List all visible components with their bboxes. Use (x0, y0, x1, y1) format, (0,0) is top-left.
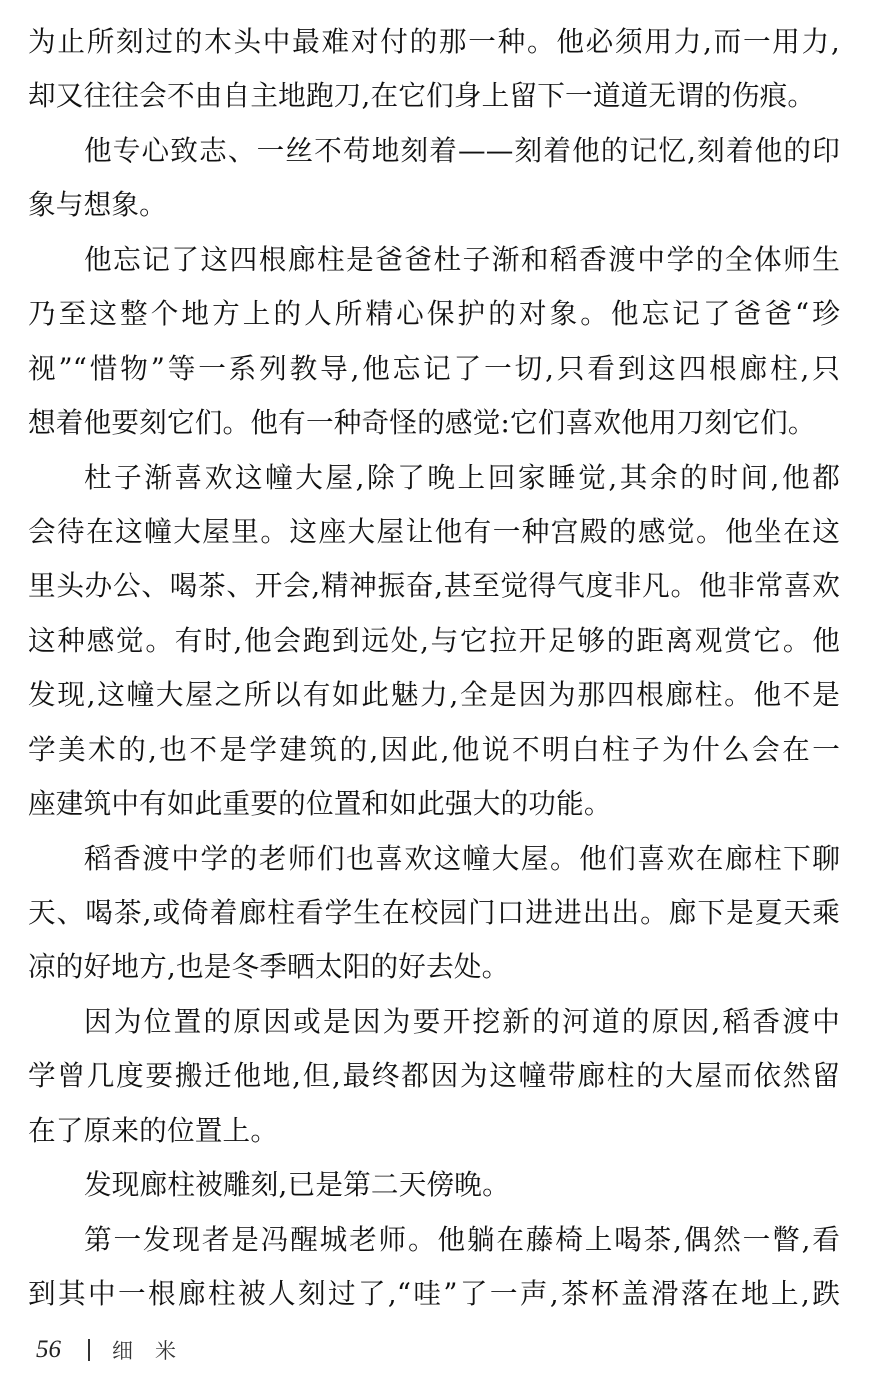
text-line: 他忘记了这四根廊柱是爸爸杜子渐和稻香渡中学的全体师生 (84, 242, 840, 276)
book-title: 细米 (112, 1339, 198, 1363)
text-line: 座建筑中有如此重要的位置和如此强大的功能。 (28, 787, 612, 821)
text-line: 学曾几度要搬迁他地,但,最终都因为这幢带廊柱的大屋而依然留 (28, 1059, 840, 1093)
text-line: 杜子渐喜欢这幢大屋,除了晚上回家睡觉,其余的时间,他都 (84, 460, 840, 494)
text-line: 学美术的,也不是学建筑的,因此,他说不明白柱子为什么会在一 (28, 732, 840, 766)
text-line: 为止所刻过的木头中最难对付的那一种。他必须用力,而一用力, (28, 25, 840, 58)
text-line: 第一发现者是冯醒城老师。他躺在藤椅上喝茶,偶然一瞥,看 (84, 1222, 840, 1256)
text-line: 凉的好地方,也是冬季晒太阳的好去处。 (28, 950, 510, 984)
text-line: 这种感觉。有时,他会跑到远处,与它拉开足够的距离观赏它。他 (28, 623, 840, 657)
text-line: 却又往往会不由自主地跑刀,在它们身上留下一道道无谓的伤痕。 (28, 79, 816, 113)
text-line: 在了原来的位置上。 (28, 1113, 279, 1147)
text-line: 视”“惜物”等一系列教导,他忘记了一切,只看到这四根廊柱,只 (28, 351, 840, 385)
text-line: 到其中一根廊柱被人刻过了,“哇”了一声,茶杯盖滑落在地上,跌 (28, 1277, 840, 1311)
text-line: 因为位置的原因或是因为要开挖新的河道的原因,稻香渡中 (84, 1004, 840, 1038)
page-body (28, 15, 844, 1322)
footer-divider (88, 1339, 90, 1361)
page-footer (36, 1330, 198, 1370)
page-number: 56 (36, 1336, 61, 1363)
text-line: 象与想象。 (28, 188, 167, 222)
text-line: 他专心致志、一丝不苟地刻着——刻着他的记忆,刻着他的印 (84, 133, 840, 167)
text-line: 天、喝茶,或倚着廊柱看学生在校园门口进进出出。廊下是夏天乘 (28, 896, 840, 929)
text-line: 会待在这幢大屋里。这座大屋让他有一种宫殿的感觉。他坐在这 (28, 514, 840, 548)
text-line: 发现,这幢大屋之所以有如此魅力,全是因为那四根廊柱。他不是 (28, 678, 840, 712)
text-line: 乃至这整个地方上的人所精心保护的对象。他忘记了爸爸“珍 (28, 297, 840, 331)
text-line: 发现廊柱被雕刻,已是第二天傍晚。 (84, 1168, 510, 1202)
text-line: 稻香渡中学的老师们也喜欢这幢大屋。他们喜欢在廊柱下聊 (84, 841, 840, 875)
text-line: 里头办公、喝茶、开会,精神振奋,甚至觉得气度非凡。他非常喜欢 (28, 569, 840, 603)
text-line: 想着他要刻它们。他有一种奇怪的感觉:它们喜欢他用刀刻它们。 (28, 406, 816, 440)
